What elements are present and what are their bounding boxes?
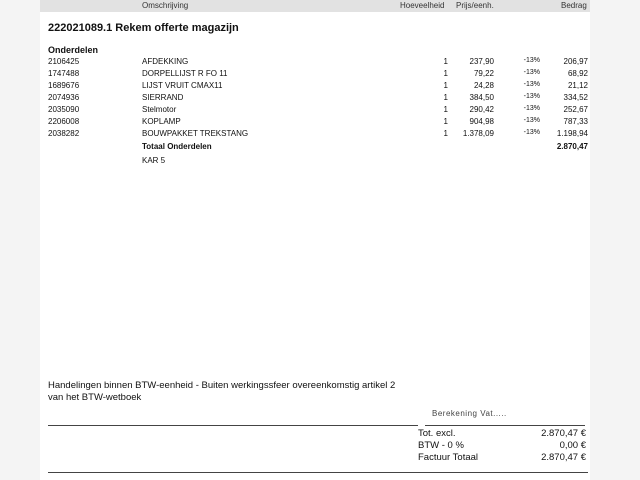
table-row bbox=[40, 93, 590, 104]
document-page bbox=[40, 0, 590, 480]
divider-line bbox=[48, 425, 418, 426]
part-code: 1747488 bbox=[48, 69, 80, 78]
total-row bbox=[40, 142, 590, 153]
table-row bbox=[40, 69, 590, 80]
table-row bbox=[40, 57, 590, 68]
summary-divider bbox=[425, 425, 585, 426]
part-amount: 1.198,94 bbox=[556, 129, 588, 138]
total-amount: 2.870,47 bbox=[556, 142, 588, 151]
part-amount: 21,12 bbox=[567, 81, 588, 90]
part-quantity: 1 bbox=[443, 57, 448, 66]
part-discount: -13% bbox=[523, 129, 540, 136]
part-amount: 68,92 bbox=[567, 69, 588, 78]
summary-header: Berekening Vat..... bbox=[432, 409, 507, 418]
table-row bbox=[40, 117, 590, 128]
part-code: 2035090 bbox=[48, 105, 80, 114]
part-discount: -13% bbox=[523, 57, 540, 64]
summary-row-total bbox=[418, 452, 588, 464]
summary-total-value: 2.870,47 € bbox=[541, 452, 586, 463]
table-row bbox=[40, 129, 590, 140]
total-label: Totaal Onderdelen bbox=[142, 142, 212, 151]
bottom-divider bbox=[48, 472, 588, 473]
part-discount: -13% bbox=[523, 81, 540, 88]
extra-line-text: KAR 5 bbox=[142, 156, 166, 165]
part-description: AFDEKKING bbox=[142, 57, 189, 66]
part-amount: 252,67 bbox=[563, 105, 588, 114]
page-margin-right bbox=[590, 0, 640, 480]
part-unit-price: 79,22 bbox=[473, 69, 494, 78]
part-description: SIERRAND bbox=[142, 93, 184, 102]
page-margin-left bbox=[0, 0, 40, 480]
part-amount: 787,33 bbox=[563, 117, 588, 126]
part-unit-price: 24,28 bbox=[473, 81, 494, 90]
column-header-bar bbox=[40, 0, 590, 12]
summary-row-vat bbox=[418, 440, 588, 452]
part-quantity: 1 bbox=[443, 69, 448, 78]
part-description: LIJST VRUIT CMAX11 bbox=[142, 81, 223, 90]
part-code: 2038282 bbox=[48, 129, 80, 138]
part-discount: -13% bbox=[523, 105, 540, 112]
part-quantity: 1 bbox=[443, 117, 448, 126]
part-unit-price: 237,90 bbox=[469, 57, 494, 66]
part-quantity: 1 bbox=[443, 81, 448, 90]
summary-row-excl bbox=[418, 428, 588, 440]
part-discount: -13% bbox=[523, 117, 540, 124]
part-code: 2106425 bbox=[48, 57, 80, 66]
section-title: Onderdelen bbox=[48, 45, 99, 55]
part-amount: 206,97 bbox=[563, 57, 588, 66]
summary-vat-value: 0,00 € bbox=[559, 440, 586, 451]
summary-total-label: Factuur Totaal bbox=[418, 452, 479, 463]
part-quantity: 1 bbox=[443, 129, 448, 138]
part-discount: -13% bbox=[523, 93, 540, 100]
part-code: 2206008 bbox=[48, 117, 80, 126]
part-description: DORPELLIJST R FO 11 bbox=[142, 69, 228, 78]
document-title: 222021089.1 Rekem offerte magazijn bbox=[48, 22, 239, 34]
part-code: 2074936 bbox=[48, 93, 80, 102]
summary-excl-label: Tot. excl. bbox=[418, 428, 456, 439]
table-row bbox=[40, 81, 590, 92]
part-unit-price: 290,42 bbox=[469, 105, 494, 114]
part-description: Stelmotor bbox=[142, 105, 177, 114]
part-unit-price: 384,50 bbox=[469, 93, 494, 102]
column-unit-price: Prijs/eenh. bbox=[456, 1, 494, 10]
part-description: KOPLAMP bbox=[142, 117, 181, 126]
table-row bbox=[40, 105, 590, 116]
part-code: 1689676 bbox=[48, 81, 80, 90]
part-description: BOUWPAKKET TREKSTANG bbox=[142, 129, 249, 138]
part-discount: -13% bbox=[523, 69, 540, 76]
extra-line bbox=[40, 156, 590, 167]
part-amount: 334,52 bbox=[563, 93, 588, 102]
column-amount: Bedrag bbox=[561, 1, 587, 10]
column-quantity: Hoeveelheid bbox=[400, 1, 445, 10]
part-unit-price: 904,98 bbox=[469, 117, 494, 126]
part-quantity: 1 bbox=[443, 105, 448, 114]
part-quantity: 1 bbox=[443, 93, 448, 102]
summary-vat-label: BTW - 0 % bbox=[418, 440, 464, 451]
summary-excl-value: 2.870,47 € bbox=[541, 428, 586, 439]
vat-note: Handelingen binnen BTW-eenheid - Buiten werkingssfeer overeenkomstig artikel 2 van het BTW-wetboek bbox=[48, 380, 396, 403]
column-description: Omschrijving bbox=[142, 1, 189, 10]
part-unit-price: 1.378,09 bbox=[462, 129, 494, 138]
